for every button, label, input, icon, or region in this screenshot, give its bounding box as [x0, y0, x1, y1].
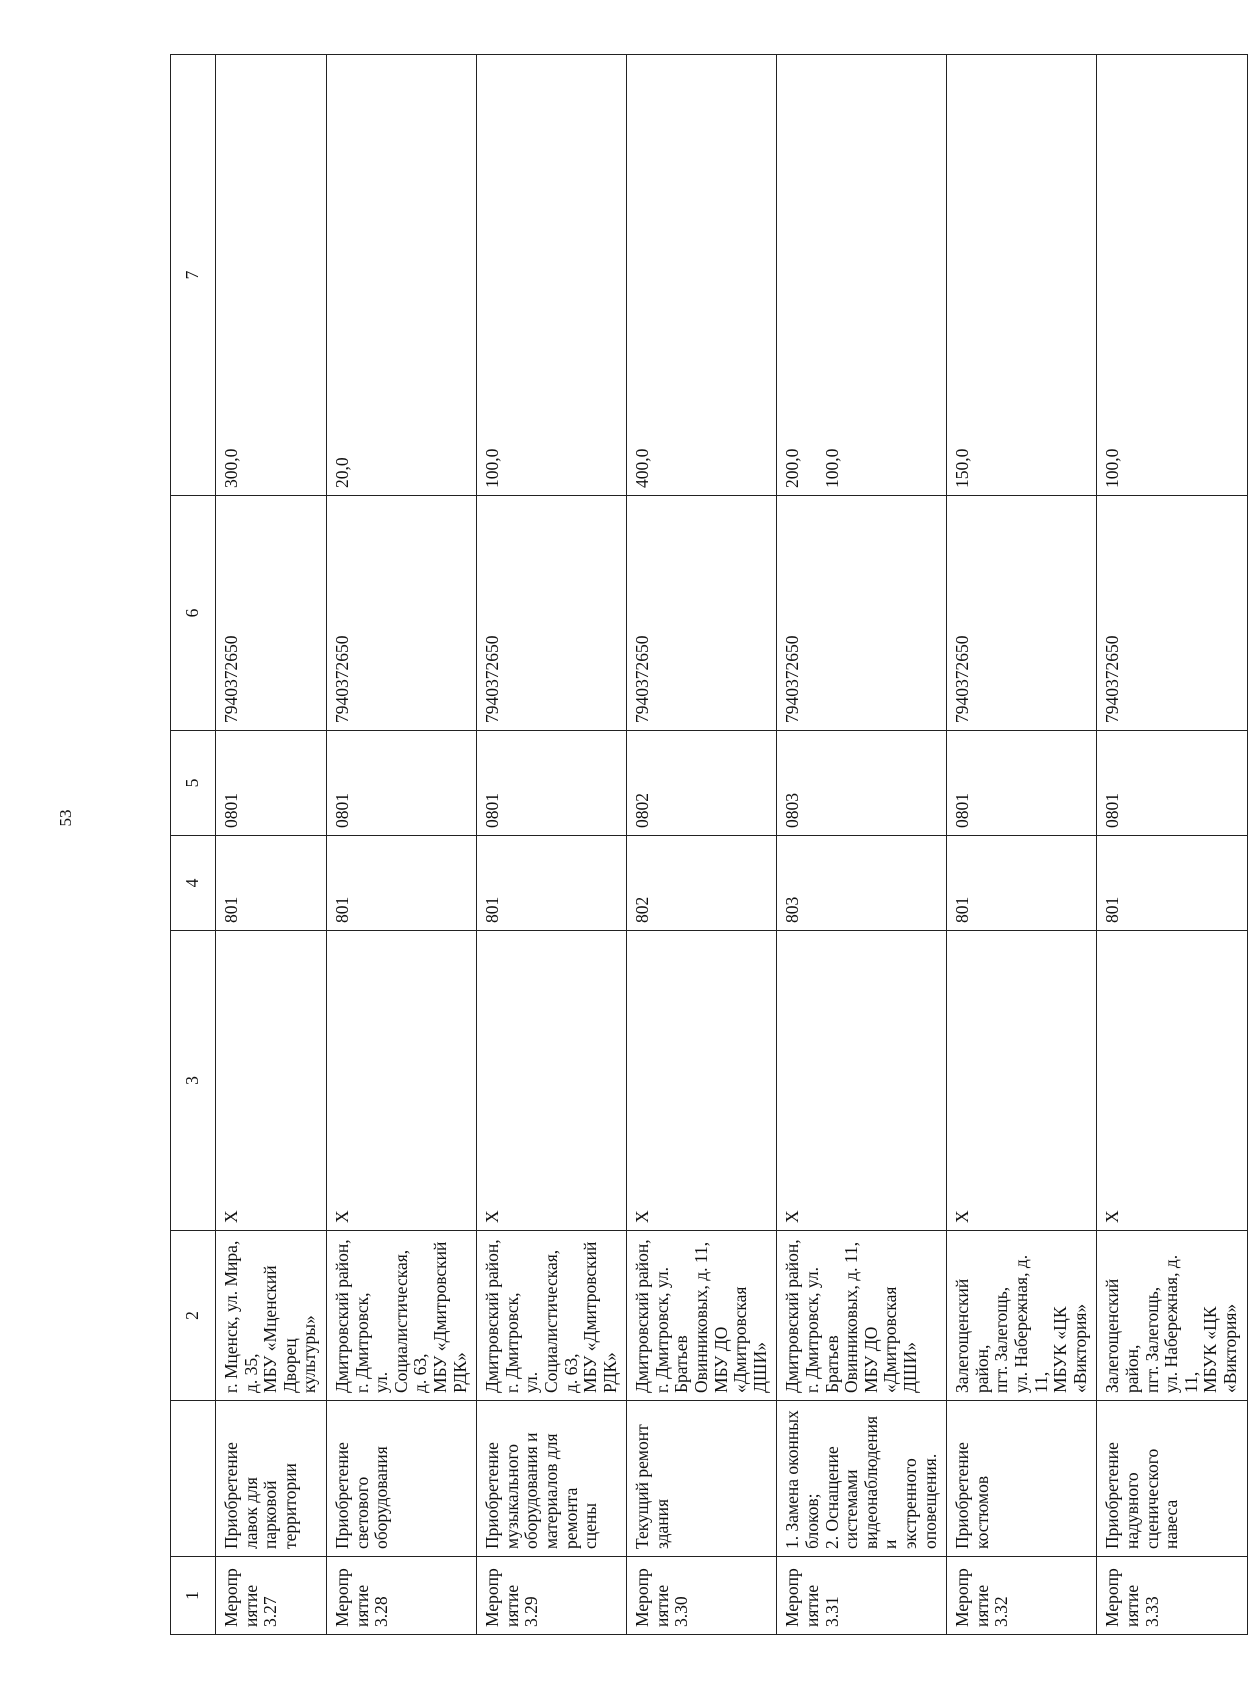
cell-col5: 0801: [1097, 731, 1247, 836]
table-row: [477, 55, 627, 1635]
cell-col6: 7940372650: [477, 496, 627, 731]
data-table: [170, 54, 1248, 1635]
cell-description: Приобретение музыкального оборудования и материалов для ремонта сцены: [477, 1401, 627, 1557]
cell-address: Дмитровский район, г. Дмитровск, ул. Социалистическая, д. 63, МБУ «Дмитровский РДК»: [477, 1231, 627, 1401]
table-row: [627, 55, 777, 1635]
header-col-3: 3: [171, 931, 216, 1231]
cell-col6: 7940372650: [1097, 496, 1247, 731]
cell-address: Дмитровский район, г. Дмитровск, ул. Социалистическая, д. 63, МБУ «Дмитровский РДК»: [326, 1231, 476, 1401]
cell-col7: 150,0: [947, 55, 1097, 496]
cell-col6: 7940372650: [216, 496, 327, 731]
cell-col5: 0801: [947, 731, 1097, 836]
cell-description: Приобретение светового оборудования: [326, 1401, 476, 1557]
cell-col3: X: [777, 931, 947, 1231]
cell-col4: 801: [947, 836, 1097, 931]
cell-event: Мероприятие 3.27: [216, 1557, 327, 1635]
table-row: [777, 55, 947, 1635]
cell-event: Мероприятие 3.31: [777, 1557, 947, 1635]
cell-event: Мероприятие 3.30: [627, 1557, 777, 1635]
cell-description: Текущий ремонт здания: [627, 1401, 777, 1557]
cell-col5: 0803: [777, 731, 947, 836]
header-col-5: 5: [171, 731, 216, 836]
table-header-row: [171, 55, 216, 1635]
cell-col5: 0801: [326, 731, 476, 836]
header-col-4: 4: [171, 836, 216, 931]
header-col-1: 1: [171, 1557, 216, 1635]
cell-description: Приобретение надувного сценического навеса: [1097, 1401, 1247, 1557]
header-col-2: 2: [171, 1231, 216, 1401]
rotated-document: [170, 55, 1240, 1635]
cell-col6: 7940372650: [947, 496, 1097, 731]
cell-event: Мероприятие 3.33: [1097, 1557, 1247, 1635]
cell-col3: X: [1097, 931, 1247, 1231]
header-col-description: [171, 1401, 216, 1557]
cell-col7: 100,0: [477, 55, 627, 496]
cell-col6: 7940372650: [777, 496, 947, 731]
cell-col7: 20,0: [326, 55, 476, 496]
cell-col7: 200,0 100,0: [777, 55, 947, 496]
cell-col7: 300,0: [216, 55, 327, 496]
cell-col4: 803: [777, 836, 947, 931]
cell-event: Мероприятие 3.32: [947, 1557, 1097, 1635]
cell-address: Дмитровский район, г. Дмитровск, ул. Братьев Овинниковых, д. 11, МБУ ДО «Дмитровская ДШИ»: [777, 1231, 947, 1401]
cell-event: Мероприятие 3.28: [326, 1557, 476, 1635]
table-row: [216, 55, 327, 1635]
table-row: [1097, 55, 1247, 1635]
cell-col4: 801: [326, 836, 476, 931]
cell-address: г. Мценск, ул. Мира, д. 35, МБУ «Мценский Дворец культуры»: [216, 1231, 327, 1401]
cell-address: Дмитровский район, г. Дмитровск, ул. Братьев Овинниковых, д. 11, МБУ ДО «Дмитровская ДШИ»: [627, 1231, 777, 1401]
cell-col5: 0802: [627, 731, 777, 836]
cell-address: Залегощенский район, пгт. Залегощь, ул. Набережная, д. 11, МБУК «ЦК «Виктория»: [1097, 1231, 1247, 1401]
header-col-7: 7: [171, 55, 216, 496]
cell-col3: X: [216, 931, 327, 1231]
cell-description: Приобретение костюмов: [947, 1401, 1097, 1557]
cell-col4: 802: [627, 836, 777, 931]
cell-col3: X: [627, 931, 777, 1231]
cell-col6: 7940372650: [627, 496, 777, 731]
header-col-6: 6: [171, 496, 216, 731]
cell-col6: 7940372650: [326, 496, 476, 731]
cell-col4: 801: [1097, 836, 1247, 931]
cell-col7: 400,0: [627, 55, 777, 496]
cell-col3: X: [326, 931, 476, 1231]
cell-address: Залегощенский район, пгт. Залегощь, ул. Набережная, д. 11, МБУК «ЦК «Виктория»: [947, 1231, 1097, 1401]
cell-col3: X: [947, 931, 1097, 1231]
cell-col4: 801: [477, 836, 627, 931]
cell-col3: X: [477, 931, 627, 1231]
cell-col7: 100,0: [1097, 55, 1247, 496]
cell-col5: 0801: [477, 731, 627, 836]
cell-description: Приобретение лавок для парковой территории: [216, 1401, 327, 1557]
table-row: [947, 55, 1097, 1635]
table-row: [326, 55, 476, 1635]
page-number: 53: [56, 809, 75, 827]
cell-description: 1. Замена оконных блоков; 2. Оснащение системами видеонаблюдения и экстренного оповещения.: [777, 1401, 947, 1557]
cell-col5: 0801: [216, 731, 327, 836]
cell-event: Мероприятие 3.29: [477, 1557, 627, 1635]
cell-col4: 801: [216, 836, 327, 931]
